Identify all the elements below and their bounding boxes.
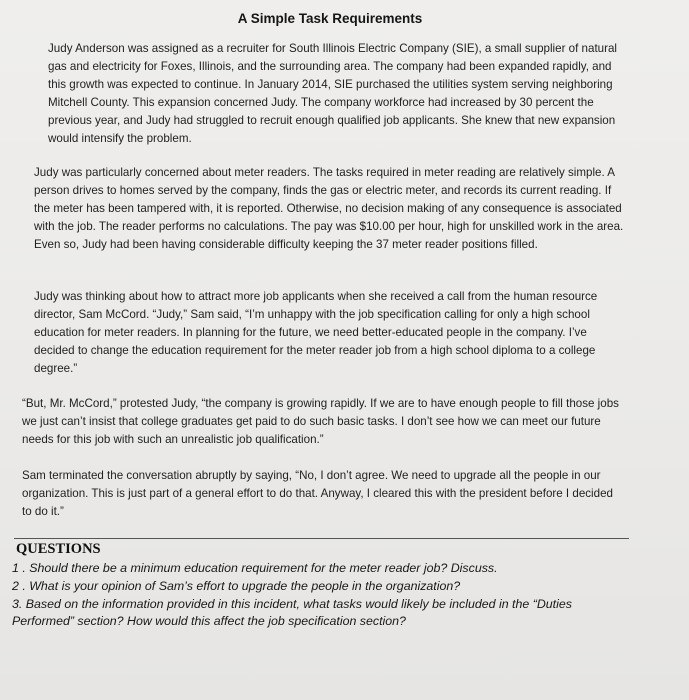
case-paragraph-3: Judy was thinking about how to attract more job applicants when she received a call from the human resource director, Sam McCord. “Judy,” Sam said, “I’m unhappy with the job specification calling for only a high school education for meter readers. In planning for the future, we need better-educated people in the company. I’ve decided to change the education requirement for the meter reader job from a high school diploma to a college degree.” [34, 290, 598, 376]
case-paragraph-4: “But, Mr. McCord,” protested Judy, “the company is growing rapidly. If we are to have enough people to fill those jobs we just can’t insist that college graduates get paid to do such basic tasks. I don’t see how we can meet our future needs for this job with such an unrealistic job qualification.” [22, 397, 619, 447]
case-paragraph-2: Judy was particularly concerned about meter readers. The tasks required in meter reading are relatively simple. A person drives to homes served by the company, finds the gas or electric meter, and records its current reading. If the meter has been tampered with, it is reported. Otherwise, no decision making of any consequence is associated with the job. The reader performs no calculations. The pay was $10.00 per hour, high for unskilled work in the area. Even so, Judy had been having considerable difficulty keeping the 37 meter reader positions filled. [34, 166, 624, 252]
section-divider [14, 538, 629, 539]
case-paragraph-5: Sam terminated the conversation abruptly by saying, “No, I don’t agree. We need to upgrade all the people in our organization. This is just part of a general effort to do that. Anyway, I cleared this with the president before I decided to do it.” [22, 469, 613, 519]
questions-list [12, 560, 627, 631]
question-2: 2 . What is your opinion of Sam’s effort to upgrade the people in the organization? [12, 578, 461, 593]
question-1: 1 . Should there be a minimum education requirement for the meter reader job? Discuss. [12, 561, 498, 575]
question-3: 3. Based on the information provided in this incident, what tasks would likely be included in the “Duties Performed” section? How would this affect the job specification section? [12, 596, 572, 629]
questions-heading: QUESTIONS [16, 541, 101, 557]
case-paragraph-1: Judy Anderson was assigned as a recruiter for South Illinois Electric Company (SIE), a small supplier of natural gas and electricity for Foxes, Illinois, and the surrounding area. The company had been expanded rapidly, and this growth was expected to continue. In January 2014, SIE purchased the utilities system serving neighboring Mitchell County. This expansion concerned Judy. The company workforce had increased by 30 percent the previous year, and Judy had struggled to recruit enough qualified job applicants. She knew that new expansion would intensify the problem. [48, 42, 617, 146]
document-title: A Simple Task Requirements [237, 11, 423, 26]
